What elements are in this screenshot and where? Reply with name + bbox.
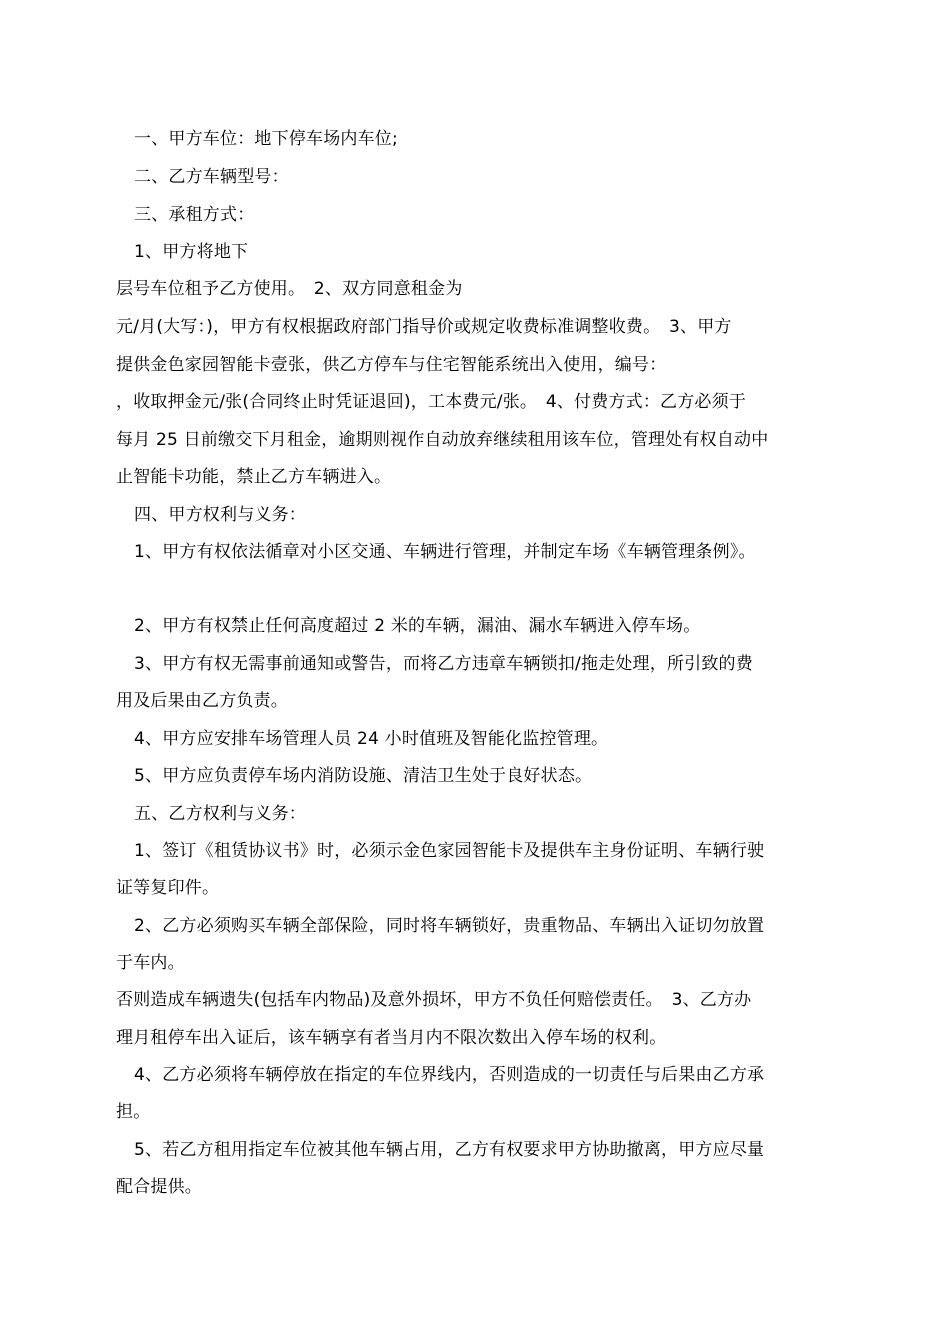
paragraph-line: ，收取押金元/张(合同终止时凭证退回)，工本费元/张。 4、付费方式：乙方必须于 [116,392,747,412]
paragraph-line: 4、乙方必须将车辆停放在指定的车位界线内，否则造成的一切责任与后果由乙方承 [134,1065,765,1085]
section-2-heading: 二、乙方车辆型号： [134,167,289,187]
section-1-heading: 一、甲方车位：地下停车场内车位; [134,129,398,149]
paragraph-line: 每月 25 日前缴交下月租金，逾期则视作自动放弃继续租用该车位，管理处有权自动中 [116,430,769,450]
paragraph-line: 1、甲方有权依法循章对小区交通、车辆进行管理，并制定车场《车辆管理条例》。 [134,542,756,562]
paragraph-line: 理月租停车出入证后，该车辆享有者当月内不限次数出入停车场的权利。 [116,1028,667,1048]
paragraph-line: 5、甲方应负责停车场内消防设施、清洁卫生处于良好状态。 [134,766,593,786]
paragraph-line: 2、甲方有权禁止任何高度超过 2 米的车辆，漏油、漏水车辆进入停车场。 [134,616,701,636]
paragraph-line: 担。 [116,1102,151,1122]
paragraph-line: 止智能卡功能，禁止乙方车辆进入。 [116,467,392,487]
paragraph-line: 用及后果由乙方负责。 [116,691,288,711]
section-5-heading: 五、乙方权利与义务： [134,804,306,824]
paragraph-line: 4、甲方应安排车场管理人员 24 小时值班及智能化监控管理。 [134,729,609,749]
paragraph-line: 提供金色家园智能卡壹张，供乙方停车与住宅智能系统出入使用，编号： [116,355,667,375]
paragraph-line: 5、若乙方租用指定车位被其他车辆占用，乙方有权要求甲方协助撤离，甲方应尽量 [134,1140,765,1160]
section-3-heading: 三、承租方式： [134,205,255,225]
paragraph-line: 否则造成车辆遗失(包括车内物品)及意外损坏，甲方不负任何赔偿责任。 3、乙方办 [116,990,752,1010]
paragraph-line: 3、甲方有权无需事前通知或警告，而将乙方违章车辆锁扣/拖走处理，所引致的费 [134,654,753,674]
section-4-heading: 四、甲方权利与义务： [134,505,306,525]
paragraph-line: 2、乙方必须购买车辆全部保险，同时将车辆锁好，贵重物品、车辆出入证切勿放置 [134,916,765,936]
paragraph-line: 层号车位租予乙方使用。 2、双方同意租金为 [116,279,463,299]
paragraph-line: 1、甲方将地下 [134,242,249,262]
paragraph-line: 证等复印件。 [116,878,220,898]
paragraph-line: 元/月(大写：)，甲方有权根据政府部门指导价或规定收费标准调整收费。 3、甲方 [116,317,732,337]
paragraph-line: 1、签订《租赁协议书》时，必须示金色家园智能卡及提供车主身份证明、车辆行驶 [134,841,765,861]
paragraph-line: 于车内。 [116,953,185,973]
paragraph-line: 配合提供。 [116,1177,202,1197]
